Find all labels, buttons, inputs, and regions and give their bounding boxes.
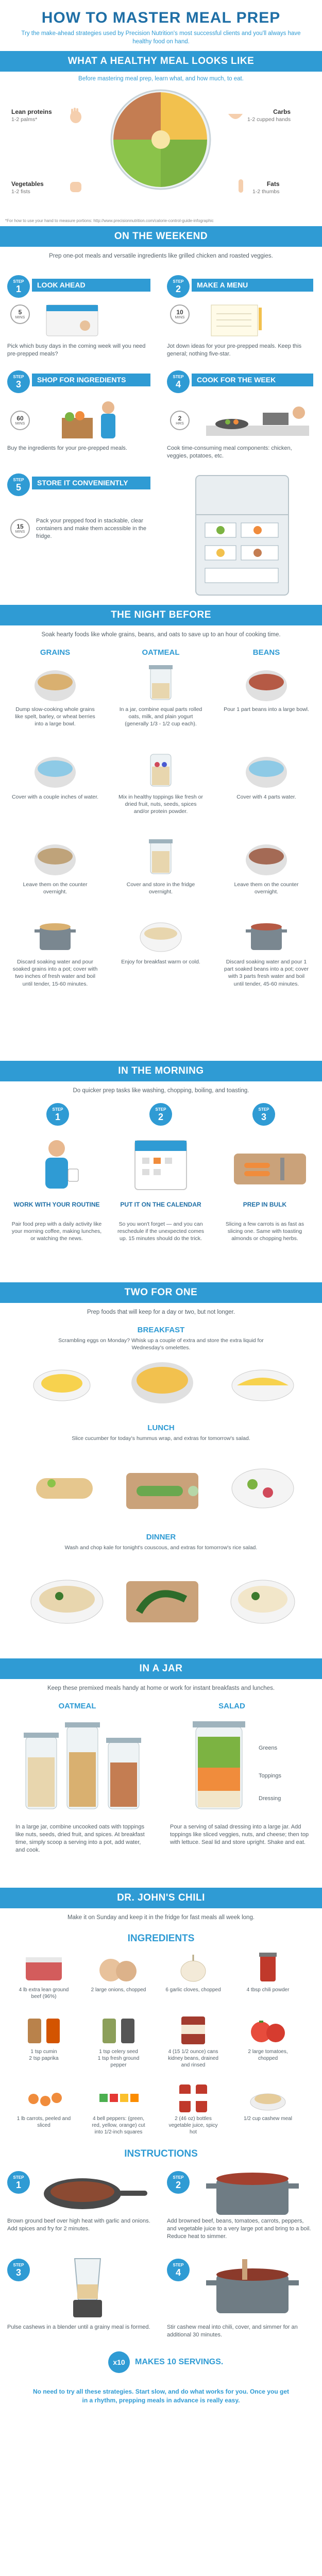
- oats-jar-icon: [138, 663, 184, 704]
- grain-water-bowl-icon: [32, 749, 78, 790]
- label-fats: Fats 1-2 thumbs: [252, 180, 280, 195]
- morning-step-3-title: PREP IN BULK: [243, 1201, 287, 1209]
- step-4-badge: STEP 4: [167, 370, 190, 393]
- dinner-body: Wash and chop kale for tonight's couscous, and extras for tomorrow's rice salad.: [64, 1545, 258, 1551]
- carrots-icon: [21, 2078, 67, 2114]
- ingredient-8: 2 large tomatoes, chopped: [248, 2049, 288, 2062]
- bean-pot-icon: [243, 914, 290, 955]
- ingredient-2: 2 large onions, chopped: [91, 1987, 146, 1993]
- weekend-banner: ON THE WEEKEND: [0, 226, 322, 247]
- cutting-board-illustration: [229, 1133, 311, 1195]
- grain-pot-icon: [32, 914, 78, 955]
- chili-step-4-badge: STEP 4: [167, 2259, 190, 2281]
- page-title: HOW TO MASTER MEAL PREP: [41, 9, 281, 26]
- beans-step-3: Leave them on the counter overnight.: [234, 882, 299, 895]
- oatmeal-step-4: Enjoy for breakfast warm or cold.: [121, 959, 200, 965]
- chili-step-4-body: Stir cashew meal into chili, cover, and simmer for an additional 30 minutes.: [167, 2324, 298, 2338]
- salad-layer-toppings: Toppings: [259, 1773, 282, 1780]
- grains-step-1: Dump slow-cooking whole grains like spelt, barley, or wheat berries into a large bowl.: [15, 706, 95, 727]
- weekend-intro: Prep one-pot meals and versatile ingredients like grilled chicken and roasted veggies.: [49, 253, 273, 260]
- dinner-heading: DINNER: [146, 1533, 176, 1542]
- step-2-badge: STEP 2: [167, 275, 190, 298]
- step-3-title: SHOP FOR INGREDIENTS: [32, 374, 150, 386]
- step-3-body: Buy the ingredients for your pre-prepped meals.: [7, 445, 127, 452]
- step-1-title: LOOK AHEAD: [32, 279, 150, 292]
- frying-pan-illustration: [36, 2168, 149, 2214]
- two-for-one-section: [0, 1303, 322, 1658]
- fridge-illustration: [175, 473, 309, 597]
- in-a-jar-banner: IN A JAR: [0, 1658, 322, 1679]
- ingredient-7: 4 (15 1/2 ounce) cans kidney beans, drained and rinsed: [168, 2049, 218, 2069]
- oats-fridge-jar-icon: [138, 837, 184, 878]
- portion-footnote: *For how to use your hand to measure portions: http://www.precisionnutrition.com/calorie-control-guide-infographic: [5, 218, 214, 224]
- oatmeal-step-1: In a jar, combine equal parts rolled oats, milk, and plain yogurt (generally 1/3 - 1/2 cup each).: [119, 706, 202, 727]
- beans-step-1: Pour 1 part beans into a large bowl.: [224, 706, 309, 713]
- morning-banner: IN THE MORNING: [0, 1061, 322, 1081]
- step-2-title: MAKE A MENU: [192, 279, 313, 292]
- grains-step-4: Discard soaking water and pour soaked grains into a pot; cover with two inches of fresh water and boil until tender, 15-60 minutes.: [12, 959, 98, 987]
- night-before-banner: THE NIGHT BEFORE: [0, 605, 322, 625]
- grains-step-3: Leave them on the counter overnight.: [23, 882, 88, 895]
- grain-bowl-icon: [32, 663, 78, 704]
- grocery-shopping-illustration: [41, 397, 144, 444]
- oatmeal-bowl-icon: [138, 914, 184, 955]
- bean-soak-bowl-icon: [243, 837, 290, 878]
- clock-icon: 10 MINS: [170, 304, 190, 324]
- jar-salad-heading: SALAD: [218, 1702, 245, 1711]
- two-for-one-intro: Prep foods that will keep for a day or two, but not longer.: [87, 1309, 235, 1316]
- lunch-heading: LUNCH: [147, 1423, 175, 1433]
- beans-heading: BEANS: [252, 648, 280, 657]
- step-4-title: COOK FOR THE WEEK: [192, 374, 313, 386]
- label-vegetables: Vegetables 1-2 fists: [11, 180, 44, 195]
- morning-step-1-title: WORK WITH YOUR ROUTINE: [13, 1201, 100, 1209]
- jar-oatmeal-heading: OATMEAL: [58, 1702, 96, 1711]
- calendar-plan-illustration: [41, 302, 103, 338]
- stock-pot-illustration: [196, 2166, 309, 2217]
- step-5-body: Pack your prepped food in stackable, clear containers and make them accessible in the fridge.: [36, 518, 147, 539]
- step-5-title: STORE IT CONVENIENTLY: [32, 477, 150, 489]
- beans-step-4: Discard soaking water and pour 1 part soaked beans into a pot; cover with 3 parts fresh water and boil until tender, 45-60 minutes.: [224, 959, 309, 987]
- fist-icon: [67, 178, 84, 195]
- instructions-heading: INSTRUCTIONS: [124, 2148, 198, 2160]
- ingredient-3: 6 garlic cloves, chopped: [165, 1987, 221, 1993]
- grains-step-2: Cover with a couple inches of water.: [11, 794, 99, 801]
- lunch-body: Slice cucumber for today's hummus wrap, and extras for tomorrow's salad.: [72, 1435, 250, 1442]
- tomato-icon: [245, 2011, 291, 2047]
- menu-notepad-illustration: [201, 302, 273, 338]
- calendar-icon: [125, 1133, 197, 1195]
- healthy-meal-intro: Before mastering meal prep, learn what, and how much, to eat.: [78, 76, 244, 82]
- morning-step-2-body: So you won't forget — and you can reschedule if the unexpected comes up. 15 minutes should do the trick.: [117, 1221, 205, 1242]
- celery-seed-pepper-icon: [95, 2011, 142, 2047]
- bean-water-bowl-icon: [243, 749, 290, 790]
- morning-routine-illustration: [21, 1133, 93, 1195]
- weekend-section: [0, 247, 322, 605]
- garlic-icon: [170, 1950, 216, 1986]
- oatmeal-step-3: Cover and store in the fridge overnight.: [126, 882, 195, 895]
- breakfast-heading: BREAKFAST: [137, 1326, 185, 1335]
- bean-bowl-icon: [243, 663, 290, 704]
- morning-step-2-badge: STEP 2: [149, 1103, 172, 1126]
- oatmeal-step-2: Mix in healthy toppings like fresh or dried fruit, nuts, seeds, spices and/or protein powder.: [118, 794, 203, 815]
- clock-icon: 2 HRS: [170, 411, 190, 430]
- two-for-one-banner: TWO FOR ONE: [0, 1282, 322, 1303]
- cooking-illustration: [201, 397, 314, 444]
- bell-peppers-icon: [95, 2078, 142, 2114]
- morning-intro: Do quicker prep tasks like washing, chopping, boiling, and toasting.: [73, 1088, 249, 1094]
- beans-step-2: Cover with 4 parts water.: [236, 794, 296, 801]
- ingredient-11: 2 (46 oz) bottles vegetable juice, spicy hot: [168, 2116, 218, 2136]
- breakfast-body: Scrambling eggs on Monday? Whisk up a couple of extra and store the extra liquid for Wednesday's omelettes.: [58, 1337, 264, 1351]
- page-subtitle: Try the make-ahead strategies used by Precision Nutrition's most successful clients and you'll always have healthy food on hand.: [21, 30, 301, 45]
- palm-icon: [67, 107, 84, 124]
- step-2-body: Jot down ideas for your pre-prepped meals. Keep this general; nothing five-star.: [167, 343, 302, 357]
- chili-step-2-badge: STEP 2: [167, 2171, 190, 2194]
- ingredient-6: 1 tsp celery seed 1 tsp fresh ground pepper: [97, 2049, 140, 2069]
- chili-step-3-body: Pulse cashews in a blender until a grainy meal is formed.: [7, 2324, 150, 2331]
- night-before-intro: Soak hearty foods like whole grains, beans, and oats to save up to an hour of cooking time.: [41, 632, 281, 638]
- eggs-illustration: [21, 1354, 301, 1411]
- morning-step-3-body: Slicing a few carrots is as fast as slicing one. Same with toasting almonds or chopping herbs.: [225, 1221, 304, 1242]
- jar-salad-body: Pour a serving of salad dressing into a large jar. Add toppings like sliced veggies, nuts, and cheese; then top with lettuce. Seal lid and store upright. Shake and eat.: [170, 1824, 309, 1845]
- morning-step-1-body: Pair food prep with a daily activity like your morning coffee, making lunches, or watching the news.: [11, 1221, 102, 1242]
- clock-icon: 60 MINS: [10, 411, 30, 430]
- ingredient-9: 1 lb carrots, peeled and sliced: [16, 2116, 71, 2129]
- chili-banner: DR. JOHN'S CHILI: [0, 1888, 322, 1908]
- salad-jar-illustration: [180, 1716, 258, 1814]
- servings-badge: x10: [108, 2351, 130, 2373]
- cucumber-illustration: [21, 1452, 301, 1519]
- step-3-badge: STEP 3: [7, 370, 30, 393]
- jar-oatmeal-body: In a large jar, combine uncooked oats with toppings like nuts, seeds, dried fruit, and spices. At breakfast time, simply scoop a serving into a pot, add water, and cook.: [15, 1824, 145, 1853]
- label-carbs: Carbs 1-2 cupped hands: [247, 108, 291, 123]
- blender-illustration: [62, 2253, 113, 2320]
- closing-message: No need to try all these strategies. Start slow, and do what works for you. Once you get in a rhythm, prepping meals in advance is really easy.: [33, 2388, 289, 2404]
- ingredient-12: 1/2 cup cashew meal: [244, 2116, 292, 2122]
- servings-text: MAKES 10 SERVINGS.: [135, 2358, 224, 2367]
- cashew-meal-icon: [245, 2078, 291, 2114]
- thumb-icon: [232, 178, 249, 195]
- oatmeal-heading: OATMEAL: [142, 648, 180, 657]
- grains-heading: GRAINS: [40, 648, 71, 657]
- step-1-body: Pick which busy days in the coming week will you need pre-prepped meals?: [7, 343, 146, 357]
- salad-layer-dressing: Dressing: [259, 1795, 281, 1802]
- ingredient-10: 4 bell peppers: (green, red, yellow, orange) cut into 1/2-inch squares: [92, 2116, 145, 2136]
- chili-powder-icon: [245, 1950, 291, 1986]
- chili-step-2-body: Add browned beef, beans, tomatoes, carrots, peppers, and vegetable juice to a very large pot and bring to a boil. Reduce heat to simmer.: [167, 2218, 311, 2240]
- step-5-badge: STEP 5: [7, 473, 30, 496]
- oatmeal-jars-illustration: [15, 1716, 149, 1814]
- night-before-section: [0, 625, 322, 1061]
- cumin-paprika-icon: [21, 2011, 67, 2047]
- clock-icon: 5 MINS: [10, 304, 30, 324]
- clock-icon: 15 MINS: [10, 519, 30, 538]
- healthy-plate-illustration: [109, 88, 212, 191]
- kale-illustration: [21, 1563, 301, 1635]
- morning-step-3-badge: STEP 3: [252, 1103, 275, 1126]
- chili-step-1-body: Brown ground beef over high heat with garlic and onions. Add spices and fry for 2 minutes.: [7, 2218, 150, 2232]
- step-4-body: Cook time-consuming meal components: chicken, veggies, potatoes, etc.: [167, 445, 292, 459]
- ingredient-1: 4 lb extra lean ground beef (96%): [19, 1987, 69, 2000]
- morning-section: [0, 1081, 322, 1282]
- simmering-pot-illustration: [196, 2257, 309, 2318]
- cupped-hand-icon: [227, 107, 244, 124]
- in-a-jar-section: [0, 1679, 322, 1888]
- step-1-badge: STEP 1: [7, 275, 30, 298]
- morning-step-2-title: PUT IT ON THE CALENDAR: [120, 1201, 201, 1209]
- salad-layer-greens: Greens: [259, 1745, 278, 1752]
- ingredient-5: 1 tsp cumin 2 tsp paprika: [29, 2049, 59, 2062]
- in-a-jar-intro: Keep these premixed meals handy at home or work for instant breakfasts and lunches.: [47, 1685, 275, 1692]
- chili-step-3-badge: STEP 3: [7, 2259, 30, 2281]
- morning-step-1-badge: STEP 1: [46, 1103, 69, 1126]
- kidney-beans-icon: [170, 2011, 216, 2047]
- chili-section: [0, 1908, 322, 2462]
- healthy-meal-banner: WHAT A HEALTHY MEAL LOOKS LIKE: [0, 51, 322, 72]
- label-lean-proteins: Lean proteins 1-2 palms*: [11, 108, 52, 123]
- healthy-meal-section: [0, 72, 322, 226]
- chili-intro: Make it on Sunday and keep it in the fridge for fast meals all week long.: [67, 1914, 255, 1921]
- chili-step-1-badge: STEP 1: [7, 2171, 30, 2194]
- oats-toppings-jar-icon: [138, 749, 184, 790]
- vegetable-juice-icon: [170, 2078, 216, 2114]
- header: [0, 0, 322, 51]
- ingredient-4: 4 tbsp chili powder: [246, 1987, 290, 1993]
- onion-icon: [95, 1950, 142, 1986]
- ground-beef-icon: [21, 1950, 67, 1986]
- ingredients-heading: INGREDIENTS: [127, 1933, 195, 1944]
- grain-soak-bowl-icon: [32, 837, 78, 878]
